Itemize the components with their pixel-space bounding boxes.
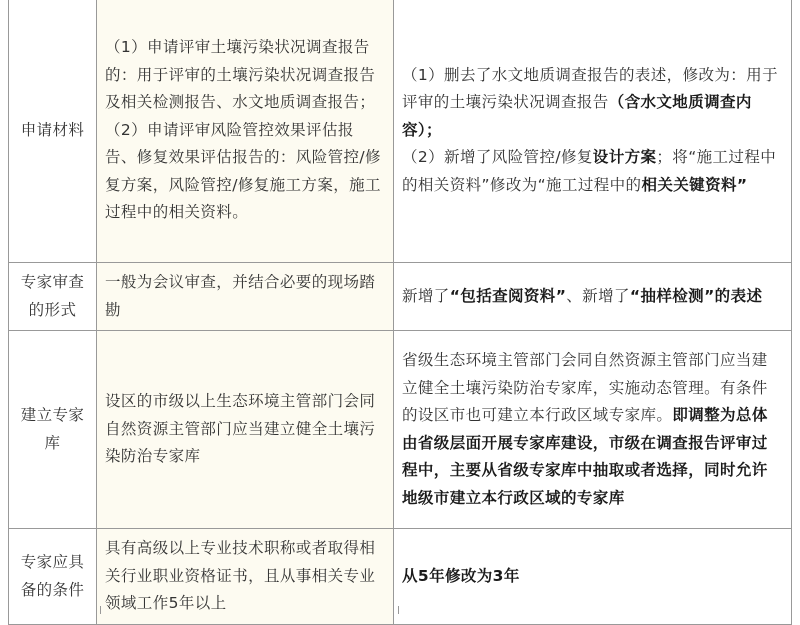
table-row bbox=[9, 0, 792, 263]
bold-text: 即调整为总体由省级层面开展专家库建设，市级在调查报告评审过程中，主要从省级专家库中抽取或者选择，同时允许地级市建立本行政区域的专家库 bbox=[402, 406, 768, 507]
text-span: 、新增了 bbox=[566, 286, 630, 305]
bold-text: “包括查阅资料” bbox=[449, 286, 567, 305]
comparison-table bbox=[8, 0, 792, 625]
text-span: ；将“施工过程中的相关资料”修改为“施工过程中的 bbox=[402, 148, 777, 194]
text-span: （2）新增了风险管控/修复 bbox=[402, 148, 593, 167]
paragraph bbox=[402, 62, 783, 145]
paragraph: （2）申请评审风险管控效果评估报告、修复效果评估报告的：风险管控/修复方案，风险管控/修复施工方案，施工过程中的相关资料。 bbox=[105, 120, 381, 222]
revision-text-cell bbox=[394, 0, 792, 263]
revision-text-cell bbox=[394, 331, 792, 529]
text-span: 省级生态环境主管部门会同自然资源主管部门应当建立健全土壤污染防治专家库，实施动态管理。有条件的设区市也可建立本行政区域专家库。 bbox=[402, 350, 768, 425]
row-label: 专家审查的形式 bbox=[9, 263, 97, 331]
bold-text: 相关关键资料” bbox=[641, 175, 748, 194]
original-text-cell: 设区的市级以上生态环境主管部门会同自然资源主管部门应当建立健全土壤污染防治专家库 bbox=[97, 331, 394, 529]
table-row bbox=[9, 263, 792, 331]
original-text-cell bbox=[97, 0, 394, 263]
divider bbox=[398, 606, 399, 614]
row-label: 建立专家库 bbox=[9, 331, 97, 529]
text-span: 新增了 bbox=[402, 286, 450, 305]
bold-text: 从5年修改为3年 bbox=[402, 566, 520, 585]
text-span: （1）删去了水文地质调查报告的表述，修改为：用于评审的土壤污染状况调查报告 bbox=[402, 65, 778, 112]
next-row-edge bbox=[8, 606, 792, 614]
original-text-cell: 具有高级以上专业技术职称或者取得相关行业职业资格证书，且从事相关专业领域工作5年以上 bbox=[97, 529, 394, 625]
row-label: 专家应具备的条件 bbox=[9, 529, 97, 625]
original-text-cell: 一般为会议审查，并结合必要的现场踏勘 bbox=[97, 263, 394, 331]
paragraph bbox=[402, 144, 783, 199]
revision-text-cell bbox=[394, 263, 792, 331]
bold-text: （含水文地质调查内容）； bbox=[402, 93, 752, 139]
row-label: 申请材料 bbox=[9, 0, 97, 263]
table-row bbox=[9, 331, 792, 529]
bold-text: 设计方案 bbox=[592, 148, 657, 167]
paragraph: （1）申请评审土壤污染状况调查报告的：用于评审的土壤污染状况调查报告及相关检测报告、水文地质调查报告； bbox=[105, 37, 376, 112]
divider bbox=[100, 606, 101, 614]
bold-text: “抽样检测”的表述 bbox=[629, 286, 763, 305]
